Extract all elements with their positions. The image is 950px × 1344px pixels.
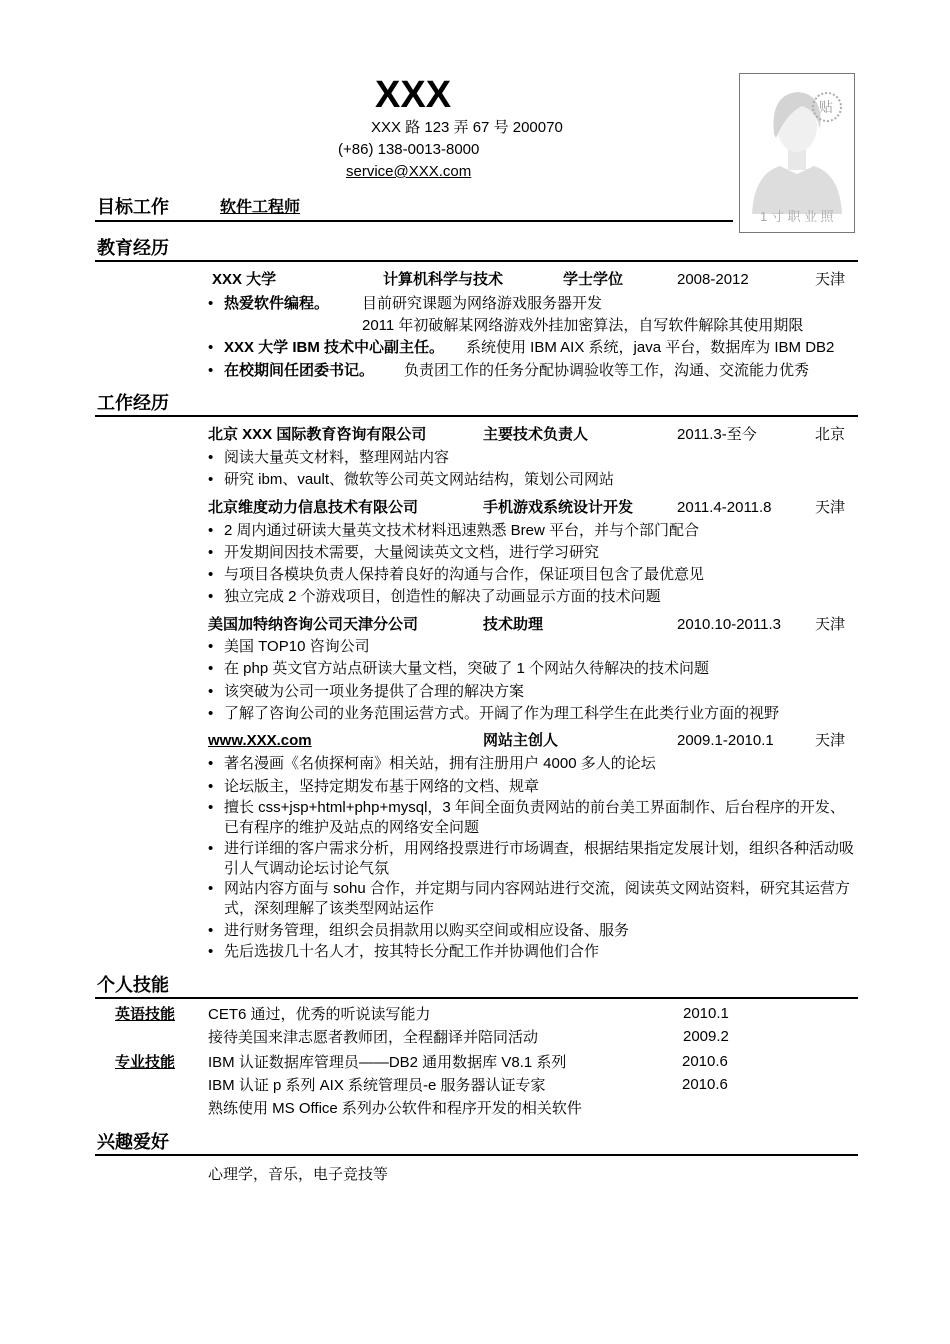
job-bullet-item: • 进行详细的客户需求分析，用网络投票进行市场调查，根据结果指定发展计划，组织各种活动吸引人气调动论坛讨论气氛	[208, 839, 858, 879]
photo-caption: 1 寸 职 业 照	[760, 209, 834, 224]
job-bullet-item: • 该突破为公司一项业务提供了合理的解决方案	[208, 682, 858, 702]
skill-date: 2010.6	[682, 1076, 728, 1093]
education-rule	[95, 260, 858, 262]
job-period: 2009.1-2010.1	[677, 732, 774, 749]
skills-heading: 个人技能	[97, 975, 169, 995]
item-title: 在校期间任团委书记。	[224, 362, 375, 379]
job-role: 手机游戏系统设计开发	[483, 499, 634, 516]
objective-rule	[95, 220, 733, 222]
job-bullet-item: • 在 php 英文官方站点研读大量文档，突破了 1 个网站久待解决的技术问题	[208, 659, 858, 679]
skills-rule	[95, 997, 858, 999]
education-item	[208, 338, 874, 358]
job-bullet-item: • 研究 ibm、vault、微软等公司英文网站结构，策划公司网站	[208, 470, 858, 490]
item-title: XXX 大学 IBM 技术中心副主任。	[224, 339, 445, 356]
job-city: 天津	[815, 616, 846, 633]
company-name: 北京维度动力信息技术有限公司	[208, 499, 419, 516]
job-role: 网站主创人	[483, 732, 559, 749]
education-heading: 教育经历	[97, 238, 169, 258]
photo-stamp: 贴	[819, 99, 833, 115]
major: 计算机科学与技术	[383, 271, 504, 288]
job-bullet-item: • 著名漫画《名侦探柯南》相关站，拥有注册用户 4000 多人的论坛	[208, 754, 858, 774]
job-bullet-item: • 先后选拔几十名人才，按其特长分配工作并协调他们合作	[208, 942, 858, 962]
email-link[interactable]: service@XXX.com	[346, 163, 472, 180]
job-period: 2011.4-2011.8	[677, 499, 772, 516]
school: XXX 大学	[212, 271, 277, 288]
hobbies-rule	[95, 1154, 858, 1156]
job-bullet-item: • 阅读大量英文材料，整理网站内容	[208, 448, 858, 468]
job-period: 2010.10-2011.3	[677, 616, 781, 633]
job-bullet-item: • 网站内容方面与 sohu 合作，并定期与同内容网站进行交流，阅读英文网站资料，研究其运营方式，深刻理解了该类型网站运作	[208, 879, 858, 919]
job-bullet-item: • 了解了咨询公司的业务范围运营方式。开阔了作为理工科学生在此类行业方面的视野	[208, 704, 858, 724]
photo-placeholder	[739, 73, 855, 233]
job-bullet-item: • 2 周内通过研读大量英文技术材料迅速熟悉 Brew 平台，并与个部门配合	[208, 521, 858, 541]
skill-date: 2010.6	[682, 1053, 728, 1070]
objective-label: 目标工作	[97, 197, 169, 217]
job-city: 天津	[815, 499, 846, 516]
education-item	[208, 361, 874, 381]
degree: 学士学位	[563, 271, 624, 288]
skill-date: 2010.1	[683, 1005, 729, 1022]
professional-skills-label: 专业技能	[115, 1054, 176, 1071]
skill-text: 接待美国来津志愿者教师团，全程翻译并陪同活动	[208, 1029, 539, 1046]
education-city: 天津	[815, 271, 846, 288]
item-text-continued: 2011 年初破解某网络游戏外挂加密算法，自写软件解除其使用期限	[362, 317, 804, 334]
job-bullet-item: • 开发期间因技术需要，大量阅读英文文档，进行学习研究	[208, 543, 858, 563]
item-text: 目前研究课题为网络游戏服务器开发	[362, 295, 603, 312]
job-role: 主要技术负责人	[483, 426, 589, 443]
job-bullet-item: • 进行财务管理，组织会员捐款用以购买空间或相应设备、服务	[208, 921, 858, 941]
address: XXX 路 123 弄 67 号 200070	[371, 119, 563, 136]
hobbies-heading: 兴趣爱好	[97, 1132, 169, 1152]
phone: (+86) 138-0013-8000	[338, 141, 480, 158]
education-period: 2008-2012	[677, 271, 749, 288]
job-city: 北京	[815, 426, 846, 443]
company-name: 美国加特纳咨询公司天津分公司	[208, 616, 419, 633]
skill-text: IBM 认证数据库管理员——DB2 通用数据库 V8.1 系列	[208, 1054, 567, 1071]
skill-date: 2009.2	[683, 1028, 729, 1045]
work-rule	[95, 415, 858, 417]
education-item	[208, 294, 874, 314]
job-city: 天津	[815, 732, 846, 749]
item-text: 负责团工作的任务分配协调验收等工作，沟通、交流能力优秀	[404, 362, 810, 379]
job-bullet-item: • 与项目各模块负责人保持着良好的沟通与合作，保证项目包含了最优意见	[208, 565, 858, 585]
english-skills-label: 英语技能	[115, 1006, 176, 1023]
job-period: 2011.3-至今	[677, 426, 757, 443]
job-bullet-item: • 独立完成 2 个游戏项目，创造性的解决了动画显示方面的技术问题	[208, 587, 858, 607]
job-bullet-item: • 美国 TOP10 咨询公司	[208, 637, 858, 657]
hobbies-text: 心理学，音乐，电子竞技等	[208, 1166, 389, 1183]
skill-text: CET6 通过，优秀的听说读写能力	[208, 1006, 431, 1023]
job-bullet-item: • 擅长 css+jsp+html+php+mysql，3 年间全面负责网站的前台美工界面制作、后台程序的开发、已有程序的维护及站点的网络安全问题	[208, 798, 858, 838]
job-bullet-item: • 论坛版主，坚持定期发布基于网络的文档、规章	[208, 777, 858, 797]
company-link[interactable]: www.XXX.com	[208, 732, 312, 749]
item-text: 系统使用 IBM AIX 系统，java 平台，数据库为 IBM DB2	[466, 339, 835, 356]
candidate-name: XXX	[375, 74, 452, 116]
skill-text: IBM 认证 p 系列 AIX 系统管理员-e 服务器认证专家	[208, 1077, 546, 1094]
company-name: 北京 XXX 国际教育咨询有限公司	[208, 426, 427, 443]
skill-text: 熟练使用 MS Office 系列办公软件和程序开发的相关软件	[208, 1100, 582, 1117]
job-role: 技术助理	[483, 616, 544, 633]
work-heading: 工作经历	[97, 393, 169, 413]
item-title: 热爱软件编程。	[224, 295, 330, 312]
objective-value: 软件工程师	[220, 199, 301, 216]
